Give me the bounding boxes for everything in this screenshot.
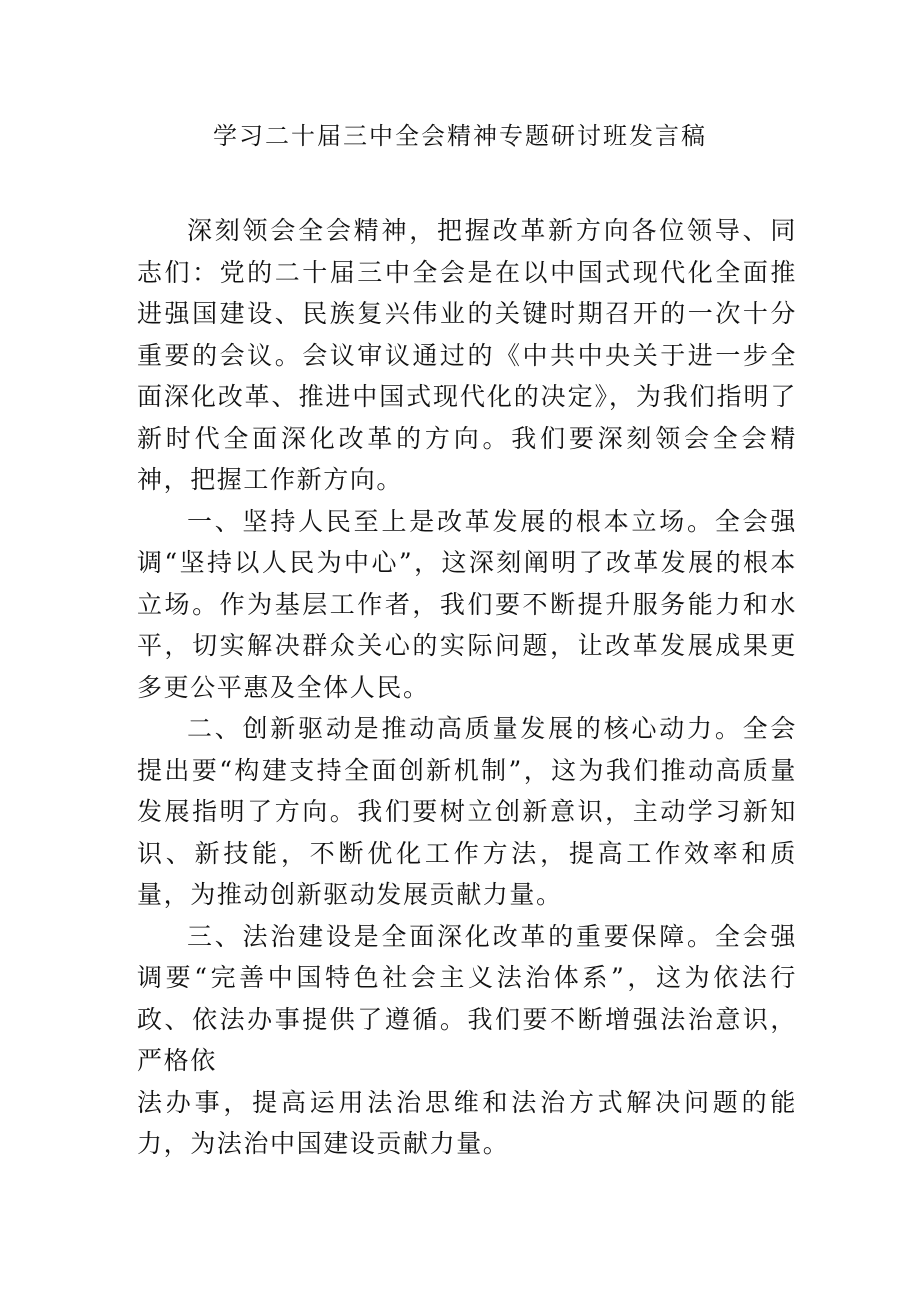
- paragraph-point-two: 二、创新驱动是推动高质量发展的核心动力。全会提出要“构建支持全面创新机制”，这为我们推动高质量发展指明了方向。我们要树立创新意识，主动学习新知识、新技能，不断优化工作方法，提高工作效率和质量，为推动创新驱动发展贡献力量。: [137, 714, 797, 909]
- paragraph-point-three-continued: 法办事，提高运用法治思维和法治方式解决问题的能力，为法治中国建设贡献力量。: [137, 1087, 797, 1158]
- paragraph-intro: 深刻领会全会精神，把握改革新方向各位领导、同志们：党的二十届三中全会是在以中国式现代化全面推进强国建设、民族复兴伟业的关键时期召开的一次十分重要的会议。会议审议通过的《中共中央关于进一步全面深化改革、推进中国式现代化的决定》，为我们指明了新时代全面深化改革的方向。我们要深刻领会全会精神，把握工作新方向。: [137, 216, 797, 494]
- paragraph-point-one: 一、坚持人民至上是改革发展的根本立场。全会强调“坚持以人民为中心”，这深刻阐明了改革发展的根本立场。作为基层工作者，我们要不断提升服务能力和水平，切实解决群众关心的实际问题，让改革发展成果更多更公平惠及全体人民。: [137, 506, 797, 702]
- document-body: [137, 210, 797, 1165]
- document-title: 学习二十届三中全会精神专题研讨班发言稿: [213, 122, 707, 150]
- paragraph-point-three: 三、法治建设是全面深化改革的重要保障。全会强调要“完善中国特色社会主义法治体系”，这为依法行政、依法办事提供了遵循。我们要不断增强法治意识，严格依: [137, 921, 797, 1075]
